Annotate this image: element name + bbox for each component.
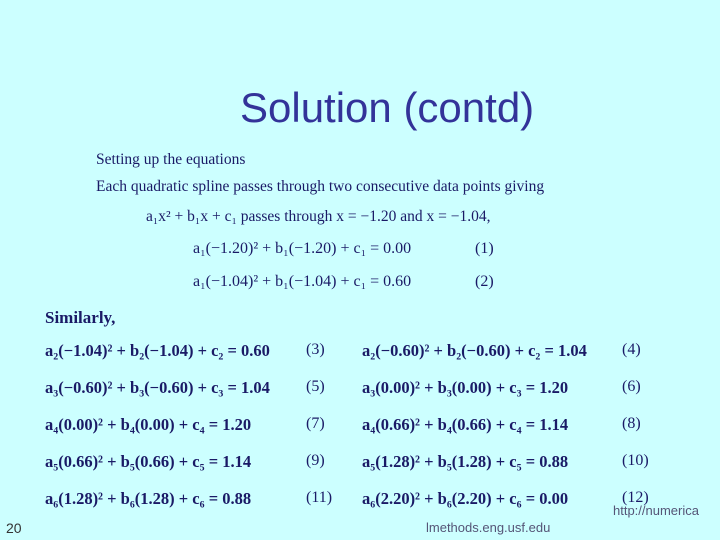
equation-right: a₆(2.20)² + b₆(2.20) + c₆ = 0.00 [362, 489, 569, 508]
equation-left-number: (3) [306, 341, 325, 358]
equation-left: a₆(1.28)² + b₆(1.28) + c₆ = 0.88 [45, 489, 252, 508]
intro-line-3: a₁x² + b₁x + c₁ passes through x = −1.20 and x = −1.04, [146, 208, 491, 225]
equation-right: a₂(−0.60)² + b₂(−0.60) + c₂ = 1.04 [362, 341, 587, 360]
equation-left: a₂(−1.04)² + b₂(−1.04) + c₂ = 0.60 [45, 341, 270, 360]
equation-left-number: (11) [306, 489, 333, 506]
similarly-label: Similarly, [45, 308, 116, 327]
equation-left: a₃(−0.60)² + b₃(−0.60) + c₃ = 1.04 [45, 378, 270, 397]
equation-right-number: (8) [622, 415, 641, 432]
equation-right: a₄(0.66)² + b₄(0.66) + c₄ = 1.14 [362, 415, 569, 434]
equation-2: a₁(−1.04)² + b₁(−1.04) + c₁ = 0.60 [193, 273, 412, 290]
equation-left-number: (5) [306, 378, 325, 395]
equation-left: a₄(0.00)² + b₄(0.00) + c₄ = 1.20 [45, 415, 252, 434]
equation-1-number: (1) [475, 240, 494, 257]
equation-right: a₃(0.00)² + b₃(0.00) + c₃ = 1.20 [362, 378, 569, 397]
equation-left: a₅(0.66)² + b₅(0.66) + c₅ = 1.14 [45, 452, 252, 471]
page-number: 20 [6, 520, 22, 536]
equation-right: a₅(1.28)² + b₅(1.28) + c₅ = 0.88 [362, 452, 569, 471]
footer-url-part-1: http://numerica [613, 503, 699, 518]
equation-right-number: (12) [622, 489, 649, 506]
intro-line-2: Each quadratic spline passes through two consecutive data points giving [96, 178, 545, 195]
equation-left-number: (7) [306, 415, 325, 432]
intro-line-1: Setting up the equations [96, 151, 246, 168]
equation-right-number: (10) [622, 452, 649, 469]
equation-left-number: (9) [306, 452, 325, 469]
footer-url-part-2: lmethods.eng.usf.edu [426, 520, 551, 535]
equation-1: a₁(−1.20)² + b₁(−1.20) + c₁ = 0.00 [193, 240, 412, 257]
equation-2-number: (2) [475, 273, 494, 290]
equation-right-number: (6) [622, 378, 641, 395]
slide-title: Solution (contd) [240, 84, 535, 131]
equation-right-number: (4) [622, 341, 641, 358]
